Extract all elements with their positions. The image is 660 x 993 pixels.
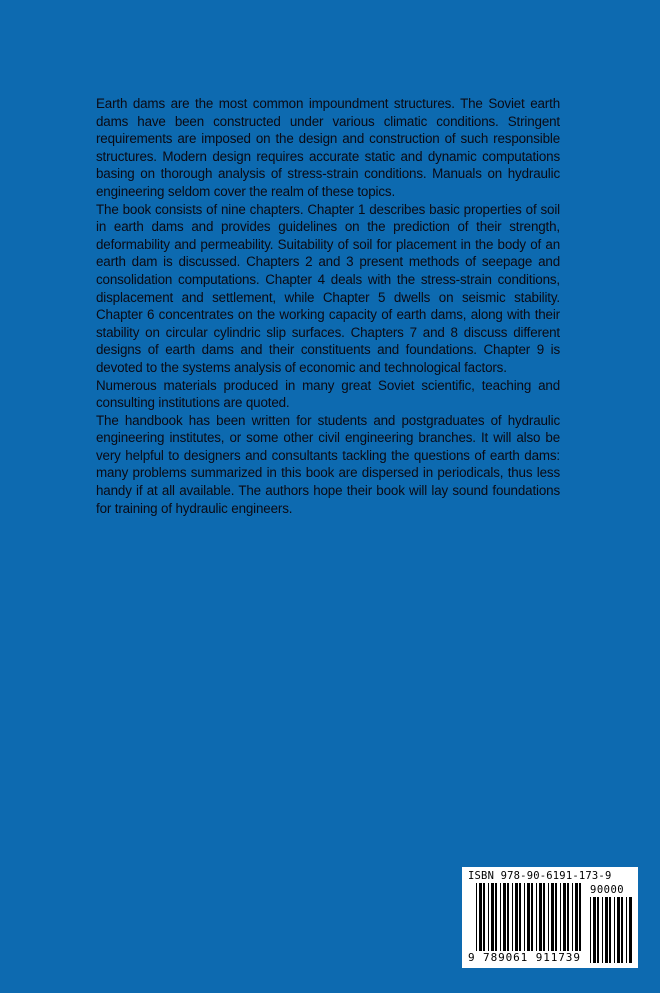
barcode-bar — [609, 897, 611, 963]
barcode-bar — [548, 883, 549, 951]
back-cover-blurb — [96, 95, 560, 517]
blurb-paragraph-intro: Earth dams are the most common impoundment structures. The Soviet earth dams have been constructed under various climatic conditions. Stringent requirements are imposed on the design and construction of such responsible structures. Modern design requires accurate static and dynamic computations basing on thorough analysis of stress-strain conditions. Manuals on hydraulic engineering seldom cover the realm of these topics. — [96, 96, 560, 199]
barcode-bar — [543, 883, 545, 951]
barcode-bar — [491, 883, 494, 951]
barcode-bar — [515, 883, 518, 951]
barcode-bar — [503, 883, 506, 951]
barcode-bar — [597, 897, 599, 963]
barcode-bar — [575, 883, 578, 951]
barcode-bar — [572, 883, 573, 951]
barcode-bar — [614, 897, 615, 963]
barcode-bar — [512, 883, 513, 951]
addon-digits: 90000 — [590, 884, 625, 896]
barcode-bar — [560, 883, 561, 951]
barcode-bar — [567, 883, 569, 951]
isbn-barcode-block — [462, 867, 638, 968]
barcode-bar — [488, 883, 489, 951]
barcode-bar — [500, 883, 501, 951]
barcode-bar — [602, 897, 603, 963]
barcode-bar — [507, 883, 509, 951]
barcode-bar — [621, 897, 623, 963]
barcode-bar — [617, 897, 620, 963]
barcode-bar — [579, 883, 581, 951]
barcode-bar — [495, 883, 497, 951]
barcode-bar — [479, 883, 482, 951]
isbn-text: ISBN 978-90-6191-173-9 — [468, 870, 612, 882]
barcode-bar — [593, 897, 596, 963]
barcode-bar — [483, 883, 485, 951]
barcode-bar — [555, 883, 557, 951]
blurb-paragraph-chapters: The book consists of nine chapters. Chapter 1 describes basic properties of soil in earth dams and provides guidelines on the prediction of their strength, deformability and permeability. Suitability of soil for placement in the body of an earth dam is discussed. Chapters 2 and 3 present methods of seepage and consolidation computations. Chapter 4 deals with the stress-strain conditions, displacement and settlement, while Chapter 5 dwells on seismic stability. Chapter 6 concentrates on the working capacity of earth dams, along with their stability on circular cylindric slip surfaces. Chapters 7 and 8 discuss different designs of earth dams and their constituents and foundations. Chapter 9 is devoted to the systems analysis of economic and technological factors. — [96, 201, 560, 375]
barcode-bar — [539, 883, 542, 951]
barcode-bar — [531, 883, 533, 951]
barcode-bar — [524, 883, 525, 951]
barcode-bar — [519, 883, 521, 951]
barcode-bar — [605, 897, 608, 963]
ean-digits: 9 789061 911739 — [468, 951, 581, 964]
barcode-bar — [536, 883, 537, 951]
barcode-bar — [590, 897, 591, 963]
barcode-bar — [626, 897, 627, 963]
barcode-bar — [563, 883, 566, 951]
ean13-bars — [476, 883, 581, 951]
barcode-bar — [527, 883, 530, 951]
blurb-paragraph-sources: Numerous materials produced in many great Soviet scientific, teaching and consulting institutions are quoted. — [96, 377, 560, 411]
barcode-bar — [476, 883, 477, 951]
barcode-bar — [551, 883, 554, 951]
addon-bars — [590, 897, 632, 963]
blurb-paragraph-audience: The handbook has been written for students and postgraduates of hydraulic engineering institutes, or some other civil engineering branches. It will also be very helpful to designers and consultants tackling the questions of earth dams: many problems summarized in this book are dispersed in periodicals, thus less handy if at all available. The authors hope their book will lay sound foundations for training of hydraulic engineers. — [96, 412, 560, 516]
barcode-bar — [629, 897, 632, 963]
